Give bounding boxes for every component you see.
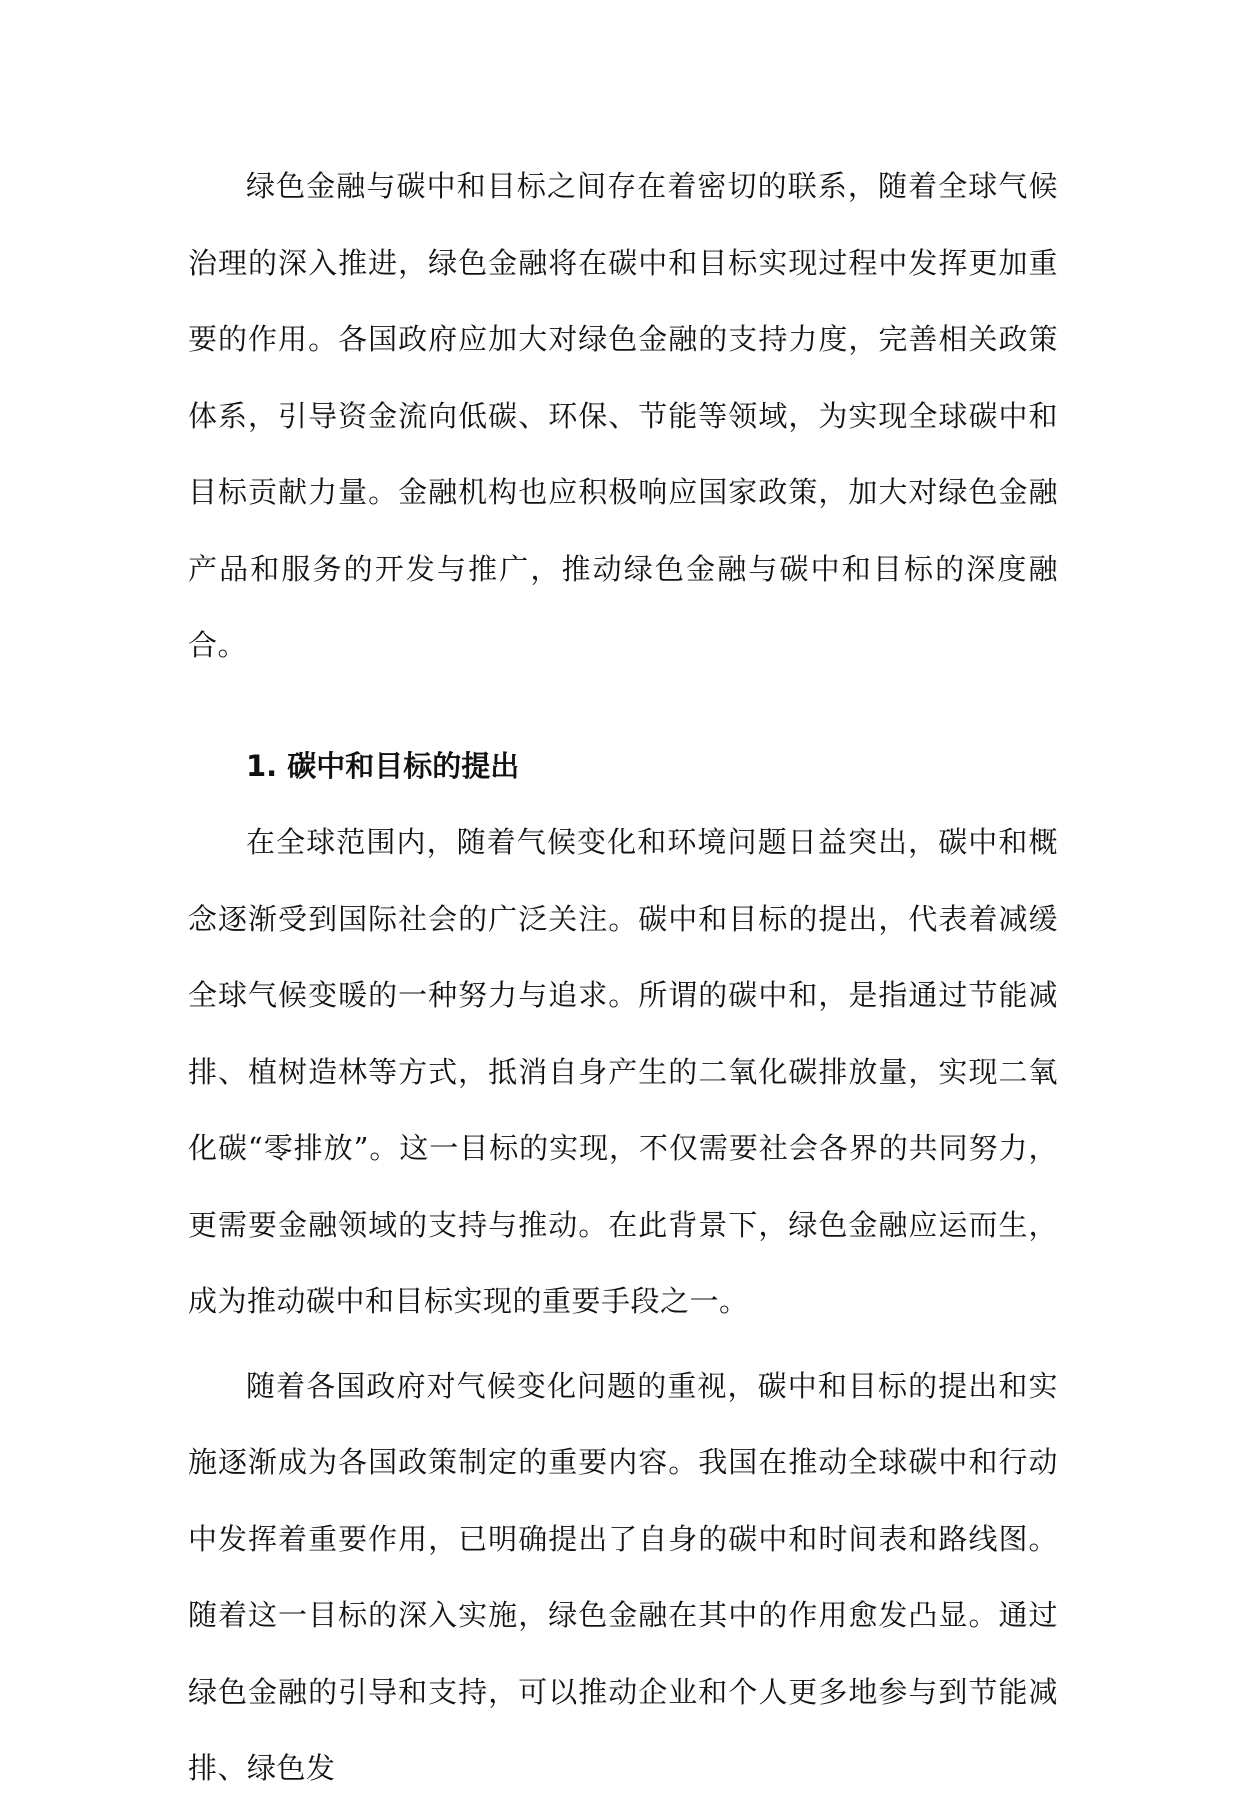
section-paragraph-2: 随着各国政府对气候变化问题的重视，碳中和目标的提出和实施逐渐成为各国政策制定的重要内容。我国在推动全球碳中和行动中发挥着重要作用，已明确提出了自身的碳中和时间表和路线图。随着这一目标的深入实施，绿色金融在其中的作用愈发凸显。通过绿色金融的引导和支持，可以推动企业和个人更多地参与到节能减排、绿色发 xyxy=(188,1368,1058,1785)
spacer xyxy=(188,1340,1058,1348)
intro-paragraph: 绿色金融与碳中和目标之间存在着密切的联系，随着全球气候治理的深入推进，绿色金融将在碳中和目标实现过程中发挥更加重要的作用。各国政府应加大对绿色金融的支持力度，完善相关政策体系，引导资金流向低碳、环保、节能等领域，为实现全球碳中和目标贡献力量。金融机构也应积极响应国家政策，加大对绿色金融产品和服务的开发与推广，推动绿色金融与碳中和目标的深度融合。 xyxy=(188,169,1058,662)
document-body xyxy=(188,148,1058,1807)
section-heading: 1. 碳中和目标的提出 xyxy=(246,748,520,783)
spacer xyxy=(188,684,1058,728)
section-paragraph-1: 在全球范围内，随着气候变化和环境问题日益突出，碳中和概念逐渐受到国际社会的广泛关注。碳中和目标的提出，代表着减缓全球气候变暖的一种努力与追求。所谓的碳中和，是指通过节能减排、植树造林等方式，抵消自身产生的二氧化碳排放量，实现二氧化碳“零排放”。这一目标的实现，不仅需要社会各界的共同努力，更需要金融领域的支持与推动。在此背景下，绿色金融应运而生，成为推动碳中和目标实现的重要手段之一。 xyxy=(188,825,1058,1318)
